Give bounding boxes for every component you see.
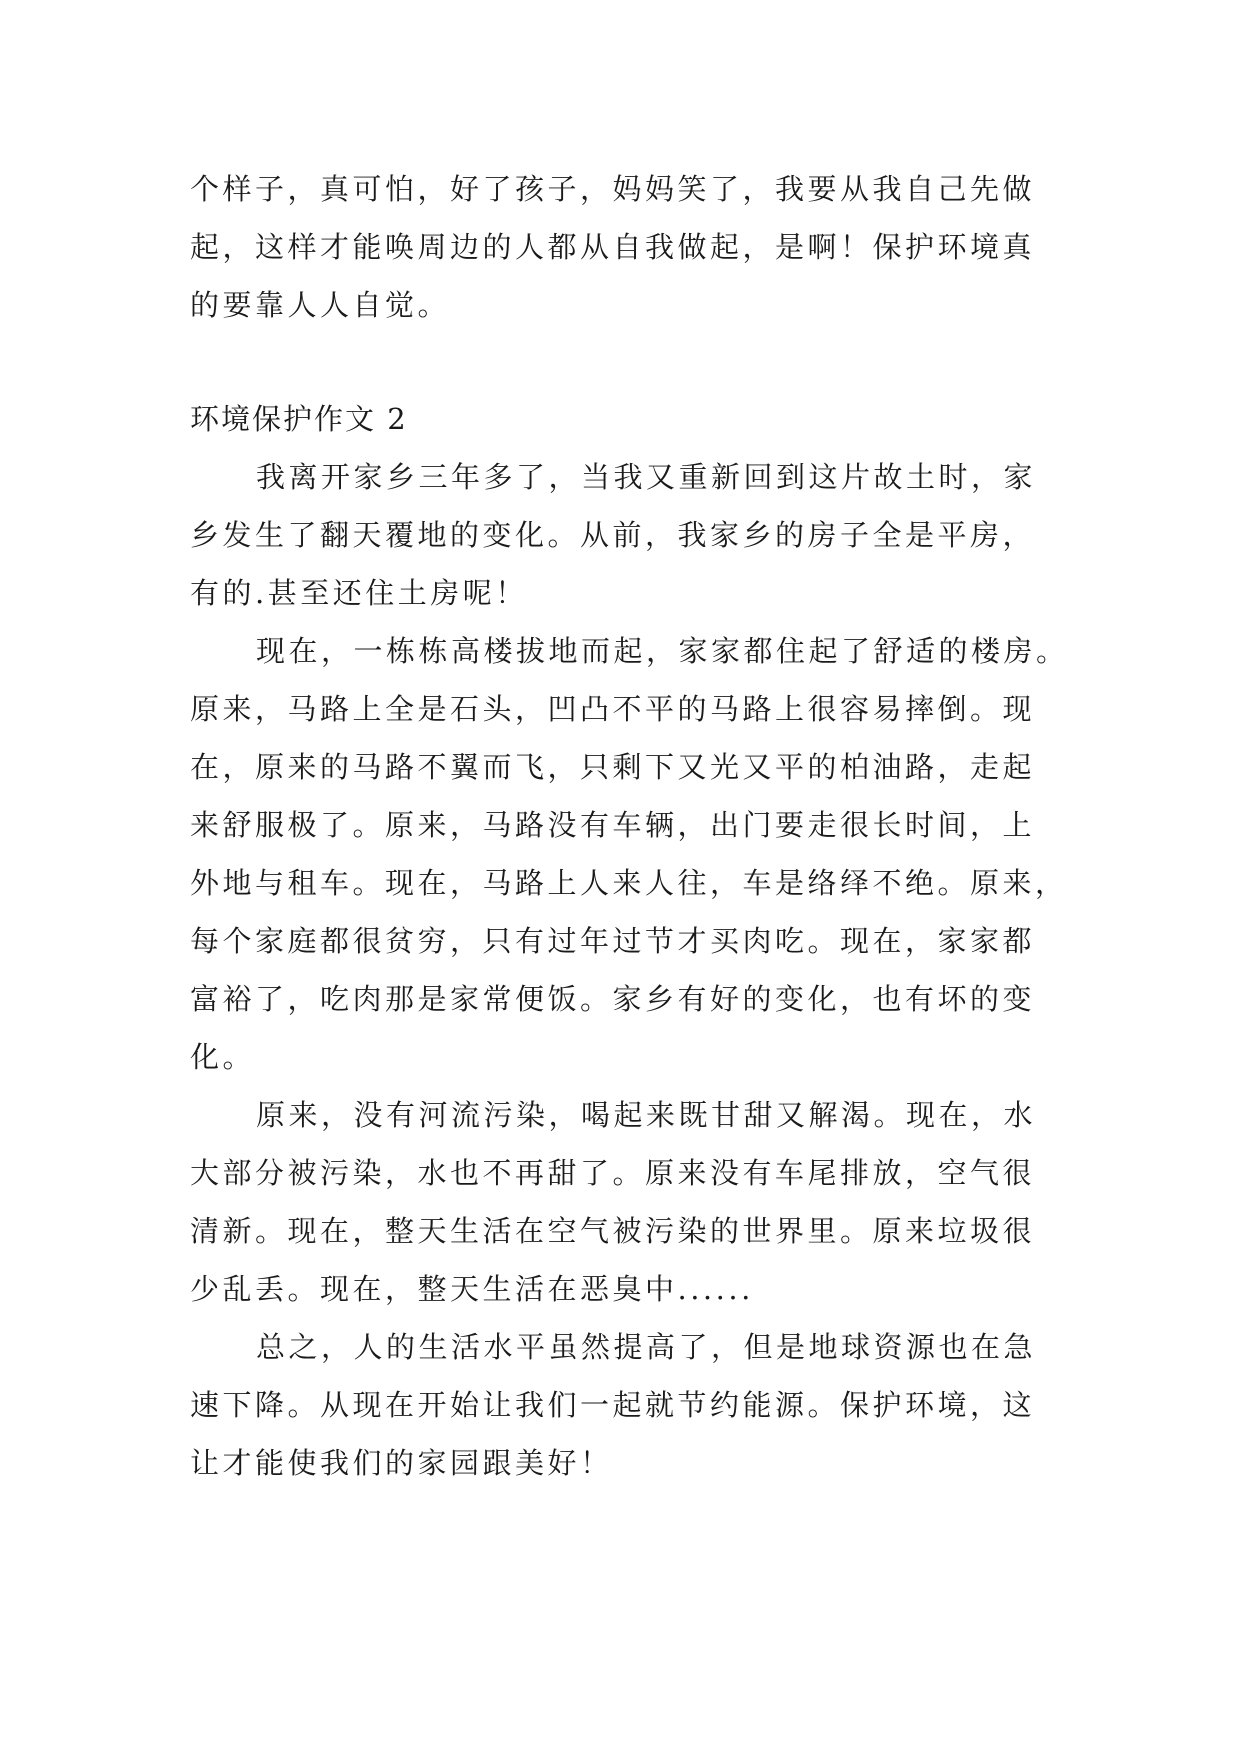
text-line: 的要靠人人自觉。 bbox=[190, 288, 451, 322]
text-line: 清新。现在，整天生活在空气被污染的世界里。原来垃圾很 bbox=[190, 1214, 1036, 1248]
text-line: 总之，人的生活水平虽然提高了，但是地球资源也在急 bbox=[256, 1330, 1037, 1364]
text-line: 原来，马路上全是石头，凹凸不平的马路上很容易摔倒。现 bbox=[190, 692, 1036, 726]
essay-title: 环境保护作文 2 bbox=[190, 402, 408, 436]
text-line: 原来，没有河流污染，喝起来既甘甜又解渴。现在，水 bbox=[256, 1098, 1037, 1132]
essay-paragraph-4 bbox=[190, 1318, 1056, 1492]
text-line: 富裕了，吃肉那是家常便饭。家乡有好的变化，也有坏的变 bbox=[190, 982, 1036, 1016]
text-line: 大部分被污染，水也不再甜了。原来没有车尾排放，空气很 bbox=[190, 1156, 1036, 1190]
text-line: 起，这样才能唤周边的人都从自我做起，是啊！保护环境真 bbox=[190, 230, 1036, 264]
text-line: 来舒服极了。原来，马路没有车辆，出门要走很长时间，上 bbox=[190, 808, 1036, 842]
text-line: 乡发生了翻天覆地的变化。从前，我家乡的房子全是平房， bbox=[190, 518, 1036, 552]
essay-paragraph-2 bbox=[190, 622, 1069, 1086]
text-line: 速下降。从现在开始让我们一起就节约能源。保护环境，这 bbox=[190, 1388, 1036, 1422]
text-line: 我离开家乡三年多了，当我又重新回到这片故土时，家 bbox=[256, 460, 1037, 494]
text-line: 化。 bbox=[190, 1040, 256, 1074]
text-line: 每个家庭都很贫穷，只有过年过节才买肉吃。现在，家家都 bbox=[190, 924, 1036, 958]
text-line: 外地与租车。现在，马路上人来人往，车是络绎不绝。原来， bbox=[190, 866, 1068, 900]
essay-paragraph-3 bbox=[190, 1086, 1056, 1318]
text-line: 让才能使我们的家园跟美好！ bbox=[190, 1446, 613, 1480]
text-line: 在，原来的马路不翼而飞，只剩下又光又平的柏油路，走起 bbox=[190, 750, 1036, 784]
text-line: 现在，一栋栋高楼拔地而起，家家都住起了舒适的楼房。 bbox=[256, 634, 1069, 668]
essay-paragraph-1 bbox=[190, 448, 1056, 622]
text-line: 有的.甚至还住土房呢！ bbox=[190, 576, 528, 610]
continuation-paragraph bbox=[190, 160, 1056, 334]
text-line: 少乱丢。现在，整天生活在恶臭中...... bbox=[190, 1272, 754, 1306]
text-line: 个样子，真可怕，好了孩子，妈妈笑了，我要从我自己先做 bbox=[190, 172, 1036, 206]
